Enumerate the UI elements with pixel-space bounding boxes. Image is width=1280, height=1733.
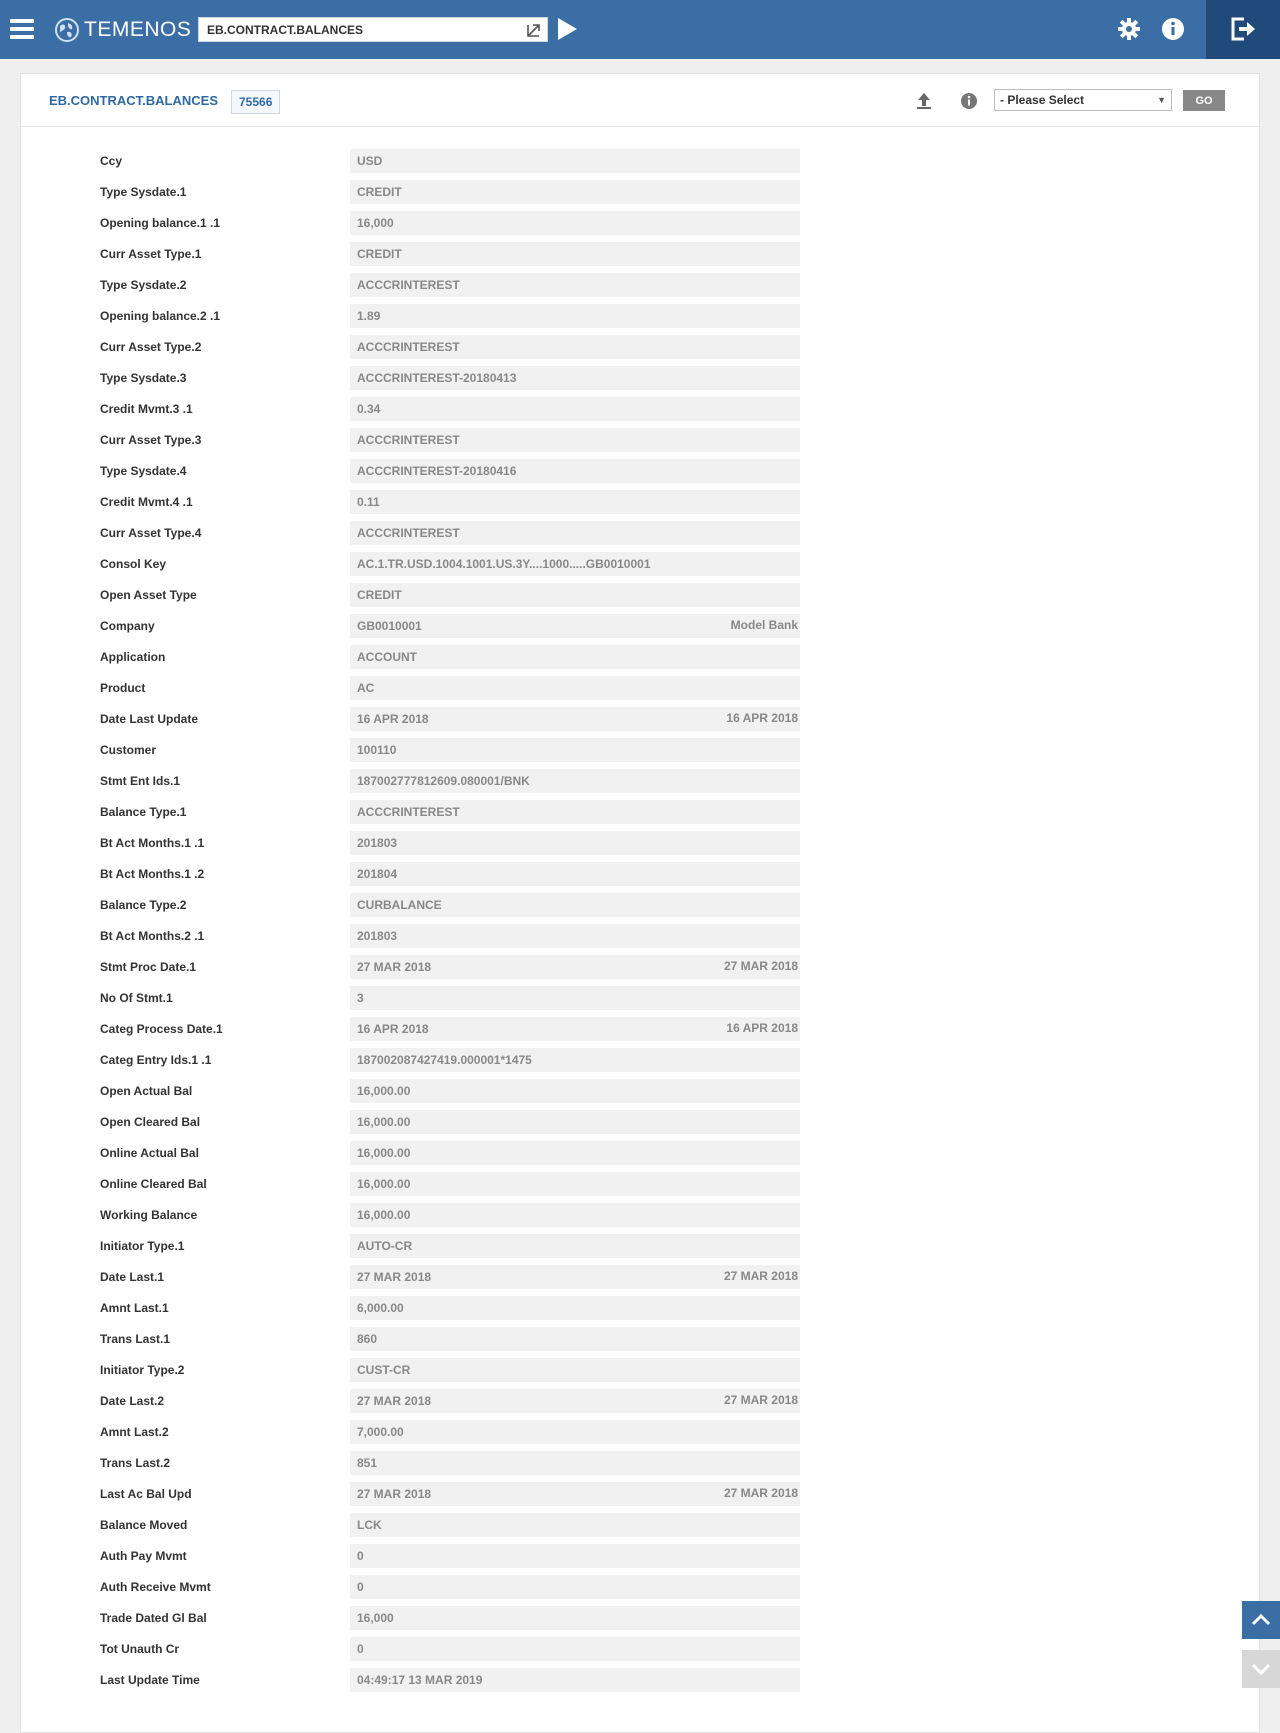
field-label: Amnt Last.1 bbox=[100, 1301, 169, 1315]
field-label: Open Actual Bal bbox=[100, 1084, 193, 1098]
field-value-text: 16,000.00 bbox=[357, 1115, 411, 1129]
field-value bbox=[350, 614, 800, 638]
field-row bbox=[21, 986, 1259, 1017]
field-value bbox=[350, 1017, 800, 1041]
field-value bbox=[350, 831, 800, 855]
field-value-text: CREDIT bbox=[357, 247, 402, 261]
field-value bbox=[350, 1327, 800, 1351]
field-row bbox=[21, 738, 1259, 769]
field-enrichment: 27 MAR 2018 bbox=[723, 1393, 798, 1407]
field-row bbox=[21, 1544, 1259, 1575]
field-label: Opening balance.1 .1 bbox=[100, 216, 221, 230]
field-label: Curr Asset Type.2 bbox=[100, 340, 202, 354]
field-row bbox=[21, 1637, 1259, 1668]
field-value bbox=[350, 1668, 800, 1692]
go-button[interactable]: GO bbox=[1183, 90, 1225, 111]
field-label: Application bbox=[100, 650, 166, 664]
field-label: Company bbox=[100, 619, 155, 633]
field-row bbox=[21, 1017, 1259, 1048]
field-value-text: ACCCRINTEREST bbox=[357, 526, 460, 540]
field-row bbox=[21, 521, 1259, 552]
field-label: Ccy bbox=[100, 154, 123, 168]
field-value-text: ACCOUNT bbox=[357, 650, 417, 664]
field-label: Date Last.1 bbox=[100, 1270, 165, 1284]
field-label: Tot Unauth Cr bbox=[100, 1642, 180, 1656]
field-value bbox=[350, 1637, 800, 1661]
field-value-text: AUTO-CR bbox=[357, 1239, 413, 1253]
field-value-text: 27 MAR 2018 bbox=[357, 960, 432, 974]
field-value-text: 3 bbox=[357, 991, 364, 1005]
field-value-text: 201804 bbox=[357, 867, 398, 881]
field-label: Last Update Time bbox=[100, 1673, 200, 1687]
field-label: Trans Last.2 bbox=[100, 1456, 171, 1470]
field-value-text: 16,000.00 bbox=[357, 1208, 411, 1222]
field-value bbox=[350, 769, 800, 793]
field-value bbox=[350, 1079, 800, 1103]
field-value-text: 27 MAR 2018 bbox=[357, 1394, 432, 1408]
field-value-text: LCK bbox=[357, 1518, 382, 1532]
field-row bbox=[21, 304, 1259, 335]
field-value-text: 27 MAR 2018 bbox=[357, 1270, 432, 1284]
field-row bbox=[21, 1079, 1259, 1110]
field-row bbox=[21, 552, 1259, 583]
field-value bbox=[350, 1420, 800, 1444]
field-label: Type Sysdate.2 bbox=[100, 278, 187, 292]
field-value bbox=[350, 738, 800, 762]
field-value bbox=[350, 924, 800, 948]
top-navigation-bar bbox=[0, 0, 1280, 59]
field-row bbox=[21, 1296, 1259, 1327]
field-value bbox=[350, 149, 800, 173]
field-value-text: USD bbox=[357, 154, 383, 168]
field-value-text: AC bbox=[357, 681, 375, 695]
field-value bbox=[350, 676, 800, 700]
field-label: Date Last.2 bbox=[100, 1394, 165, 1408]
field-value-text: CREDIT bbox=[357, 185, 402, 199]
field-value bbox=[350, 1482, 800, 1506]
chevron-down-icon: ▼ bbox=[1157, 95, 1166, 105]
command-line bbox=[198, 17, 548, 42]
field-value-text: ACCCRINTEREST bbox=[357, 340, 460, 354]
field-row bbox=[21, 335, 1259, 366]
application-title: EB.CONTRACT.BALANCES bbox=[49, 93, 218, 108]
field-label: Balance Type.1 bbox=[100, 805, 187, 819]
field-enrichment: 27 MAR 2018 bbox=[723, 1269, 798, 1283]
field-value bbox=[350, 304, 800, 328]
field-label: Bt Act Months.1 .2 bbox=[100, 867, 205, 881]
expand-icon[interactable] bbox=[525, 21, 543, 39]
field-row bbox=[21, 1420, 1259, 1451]
field-row bbox=[21, 924, 1259, 955]
field-value-text: 0.11 bbox=[357, 495, 380, 509]
field-value bbox=[350, 1172, 800, 1196]
field-value-text: AC.1.TR.USD.1004.1001.US.3Y....1000.....GB0010001 bbox=[357, 557, 651, 571]
field-row bbox=[21, 583, 1259, 614]
field-label: Initiator Type.2 bbox=[100, 1363, 185, 1377]
field-row bbox=[21, 211, 1259, 242]
field-value-text: 16 APR 2018 bbox=[357, 712, 429, 726]
field-value bbox=[350, 211, 800, 235]
field-value bbox=[350, 1575, 800, 1599]
field-value-text: 04:49:17 13 MAR 2019 bbox=[357, 1673, 483, 1687]
play-icon[interactable] bbox=[556, 17, 578, 41]
field-value bbox=[350, 645, 800, 669]
field-label: Auth Receive Mvmt bbox=[100, 1580, 211, 1594]
field-label: Curr Asset Type.1 bbox=[100, 247, 202, 261]
field-value-text: 16,000.00 bbox=[357, 1177, 411, 1191]
field-label: Categ Process Date.1 bbox=[100, 1022, 223, 1036]
scroll-down-button[interactable] bbox=[1242, 1650, 1280, 1688]
field-value-text: 0 bbox=[357, 1549, 364, 1563]
field-value-text: 16,000 bbox=[357, 216, 394, 230]
field-value-text: 860 bbox=[357, 1332, 378, 1346]
action-select[interactable] bbox=[994, 89, 1172, 111]
field-label: Bt Act Months.1 .1 bbox=[100, 836, 205, 850]
field-label: Last Ac Bal Upd bbox=[100, 1487, 192, 1501]
field-enrichment: 16 APR 2018 bbox=[726, 1021, 798, 1035]
field-label: Curr Asset Type.3 bbox=[100, 433, 202, 447]
field-label: Categ Entry Ids.1 .1 bbox=[100, 1053, 212, 1067]
field-value bbox=[350, 335, 800, 359]
record-id-badge: 75566 bbox=[231, 90, 280, 114]
field-value-text: 201803 bbox=[357, 836, 398, 850]
field-row bbox=[21, 769, 1259, 800]
field-enrichment: 27 MAR 2018 bbox=[723, 1486, 798, 1500]
field-label: Balance Type.2 bbox=[100, 898, 187, 912]
field-row bbox=[21, 1203, 1259, 1234]
field-value bbox=[350, 1296, 800, 1320]
field-value bbox=[350, 955, 800, 979]
field-row bbox=[21, 1451, 1259, 1482]
field-row bbox=[21, 1513, 1259, 1544]
field-row bbox=[21, 1389, 1259, 1420]
info-icon[interactable] bbox=[1161, 17, 1185, 41]
field-value-text: 187002087427419.000001*1475 bbox=[357, 1053, 532, 1067]
field-row bbox=[21, 1668, 1259, 1699]
field-value-text: ACCCRINTEREST-20180416 bbox=[357, 464, 517, 478]
field-value bbox=[350, 893, 800, 917]
field-label: Type Sysdate.3 bbox=[100, 371, 187, 385]
field-label: Initiator Type.1 bbox=[100, 1239, 185, 1253]
field-label: Product bbox=[100, 681, 146, 695]
field-label: Opening balance.2 .1 bbox=[100, 309, 221, 323]
field-row bbox=[21, 428, 1259, 459]
field-row bbox=[21, 1358, 1259, 1389]
upload-icon[interactable] bbox=[914, 91, 934, 111]
field-row bbox=[21, 707, 1259, 738]
field-enrichment: 16 APR 2018 bbox=[726, 711, 798, 725]
field-row bbox=[21, 180, 1259, 211]
field-row bbox=[21, 614, 1259, 645]
field-label: Working Balance bbox=[100, 1208, 198, 1222]
field-label: Auth Pay Mvmt bbox=[100, 1549, 187, 1563]
field-value-text: CUST-CR bbox=[357, 1363, 411, 1377]
field-value-text: 0 bbox=[357, 1642, 364, 1656]
field-value-text: 27 MAR 2018 bbox=[357, 1487, 432, 1501]
field-row bbox=[21, 676, 1259, 707]
field-value-text: ACCCRINTEREST-20180413 bbox=[357, 371, 517, 385]
field-value-text: 16,000 bbox=[357, 1611, 394, 1625]
field-row bbox=[21, 893, 1259, 924]
field-value-text: 1.89 bbox=[357, 309, 381, 323]
info-icon[interactable] bbox=[959, 91, 979, 111]
field-value bbox=[350, 1513, 800, 1537]
field-label: Stmt Ent Ids.1 bbox=[100, 774, 181, 788]
field-row bbox=[21, 955, 1259, 986]
field-row bbox=[21, 1606, 1259, 1637]
field-value bbox=[350, 862, 800, 886]
scroll-up-button[interactable] bbox=[1242, 1601, 1280, 1639]
field-value bbox=[350, 552, 800, 576]
field-row bbox=[21, 459, 1259, 490]
field-row bbox=[21, 366, 1259, 397]
field-value bbox=[350, 1141, 800, 1165]
field-row bbox=[21, 800, 1259, 831]
field-value bbox=[350, 459, 800, 483]
field-value-text: 851 bbox=[357, 1456, 378, 1470]
field-row bbox=[21, 862, 1259, 893]
field-label: Consol Key bbox=[100, 557, 167, 571]
field-label: No Of Stmt.1 bbox=[100, 991, 173, 1005]
field-row bbox=[21, 1265, 1259, 1296]
field-value bbox=[350, 521, 800, 545]
field-value bbox=[350, 490, 800, 514]
field-value bbox=[350, 800, 800, 824]
record-panel bbox=[20, 73, 1260, 1733]
field-label: Customer bbox=[100, 743, 157, 757]
field-row bbox=[21, 273, 1259, 304]
field-label: Bt Act Months.2 .1 bbox=[100, 929, 205, 943]
field-value bbox=[350, 1048, 800, 1072]
globe-icon bbox=[54, 17, 80, 43]
action-select-value: - Please Select bbox=[1000, 93, 1085, 107]
field-value-text: ACCCRINTEREST bbox=[357, 433, 460, 447]
field-value-text: 16,000.00 bbox=[357, 1146, 411, 1160]
field-label: Online Cleared Bal bbox=[100, 1177, 207, 1191]
field-label: Trans Last.1 bbox=[100, 1332, 171, 1346]
field-label: Amnt Last.2 bbox=[100, 1425, 169, 1439]
field-row bbox=[21, 1575, 1259, 1606]
field-label: Trade Dated Gl Bal bbox=[100, 1611, 207, 1625]
field-label: Type Sysdate.1 bbox=[100, 185, 187, 199]
field-row bbox=[21, 1141, 1259, 1172]
field-label: Curr Asset Type.4 bbox=[100, 526, 202, 540]
field-label: Type Sysdate.4 bbox=[100, 464, 187, 478]
field-row bbox=[21, 490, 1259, 521]
field-label: Online Actual Bal bbox=[100, 1146, 199, 1160]
field-value bbox=[350, 1203, 800, 1227]
field-row bbox=[21, 831, 1259, 862]
field-value-text: ACCCRINTEREST bbox=[357, 278, 460, 292]
field-value bbox=[350, 1265, 800, 1289]
field-row bbox=[21, 1482, 1259, 1513]
field-value-text: 187002777812609.080001/BNK bbox=[357, 774, 530, 788]
field-label: Date Last Update bbox=[100, 712, 199, 726]
field-value bbox=[350, 1358, 800, 1382]
field-enrichment: Model Bank bbox=[730, 618, 798, 632]
field-value-text: CREDIT bbox=[357, 588, 402, 602]
brand-name: TEMENOS bbox=[84, 18, 192, 41]
field-row bbox=[21, 1048, 1259, 1079]
field-label: Balance Moved bbox=[100, 1518, 188, 1532]
field-label: Open Cleared Bal bbox=[100, 1115, 201, 1129]
field-value bbox=[350, 1451, 800, 1475]
field-value bbox=[350, 1606, 800, 1630]
field-value bbox=[350, 180, 800, 204]
field-value-text: 6,000.00 bbox=[357, 1301, 404, 1315]
field-value bbox=[350, 1544, 800, 1568]
field-label: Credit Mvmt.3 .1 bbox=[100, 402, 193, 416]
field-row bbox=[21, 1172, 1259, 1203]
field-value-text: 0 bbox=[357, 1580, 364, 1594]
field-value-text: CURBALANCE bbox=[357, 898, 442, 912]
field-value bbox=[350, 1389, 800, 1413]
field-value bbox=[350, 986, 800, 1010]
field-value-text: 100110 bbox=[357, 743, 397, 757]
field-value-text: 0.34 bbox=[357, 402, 381, 416]
field-row bbox=[21, 1327, 1259, 1358]
command-input[interactable] bbox=[199, 18, 519, 41]
field-row bbox=[21, 1110, 1259, 1141]
logout-icon bbox=[1230, 16, 1256, 42]
field-value-text: 16,000.00 bbox=[357, 1084, 411, 1098]
field-row bbox=[21, 397, 1259, 428]
field-value bbox=[350, 1110, 800, 1134]
field-value bbox=[350, 273, 800, 297]
field-value bbox=[350, 242, 800, 266]
field-value bbox=[350, 1234, 800, 1258]
field-value-text: GB0010001 bbox=[357, 619, 422, 633]
field-label: Open Asset Type bbox=[100, 588, 197, 602]
gear-icon[interactable] bbox=[1117, 17, 1141, 41]
field-value bbox=[350, 707, 800, 731]
field-row bbox=[21, 1234, 1259, 1265]
panel-header bbox=[21, 74, 1259, 127]
field-label: Credit Mvmt.4 .1 bbox=[100, 495, 193, 509]
logout-button[interactable] bbox=[1206, 0, 1280, 59]
field-row bbox=[21, 242, 1259, 273]
field-value-text: 16 APR 2018 bbox=[357, 1022, 429, 1036]
field-value-text: 201803 bbox=[357, 929, 398, 943]
temenos-logo[interactable] bbox=[54, 16, 191, 44]
field-label: Stmt Proc Date.1 bbox=[100, 960, 197, 974]
menu-icon[interactable] bbox=[10, 19, 34, 39]
field-list bbox=[21, 149, 1259, 1699]
field-enrichment: 27 MAR 2018 bbox=[723, 959, 798, 973]
field-value bbox=[350, 583, 800, 607]
field-value bbox=[350, 428, 800, 452]
field-row bbox=[21, 149, 1259, 180]
field-row bbox=[21, 645, 1259, 676]
field-value-text: 7,000.00 bbox=[357, 1425, 404, 1439]
field-value-text: ACCCRINTEREST bbox=[357, 805, 460, 819]
field-value bbox=[350, 397, 800, 421]
field-value bbox=[350, 366, 800, 390]
